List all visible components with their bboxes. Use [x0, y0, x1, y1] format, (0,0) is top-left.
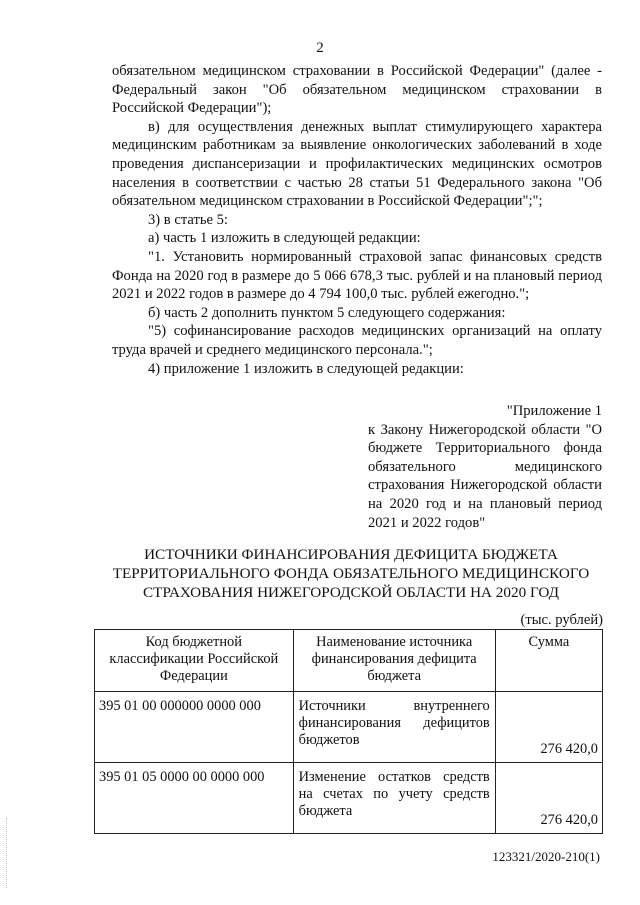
table-header-row [95, 630, 603, 692]
cell-code: 395 01 00 000000 0000 000 [95, 692, 294, 763]
paragraph: обязательном медицинском страховании в Российской Федерации" (далее - Федеральный закон "Об обязательном медицинском страховании в Российской Федерации"); [112, 63, 602, 117]
cell-code: 395 01 05 0000 00 0000 000 [95, 763, 294, 834]
paragraph: б) часть 2 дополнить пунктом 5 следующего содержания: [148, 304, 506, 321]
cell-sum: 276 420,0 [495, 692, 602, 763]
cell-name: Источники внутреннего финансирования дефицитов бюджетов [293, 692, 495, 763]
appendix-title: "Приложение 1 [506, 403, 602, 419]
document-code: 123321/2020-210(1) [492, 849, 600, 864]
header-sum: Сумма [495, 630, 602, 692]
units-label: (тыс. рублей) [520, 612, 603, 628]
paragraph: "1. Установить нормированный страховой запас финансовых средств Фонда на 2020 год в размере до 5 066 678,3 тыс. рублей и на плановый период 2021 и 2022 годов в размере до 4 794 100,0 тыс. рублей ежегодно."; [112, 248, 602, 303]
header-code: Код бюджетной классификации Российской Федерации [95, 630, 294, 692]
scan-margin-mark [6, 818, 8, 888]
financing-sources-table [94, 629, 603, 834]
body-text [112, 62, 602, 378]
table-row [95, 763, 603, 834]
cell-sum: 276 420,0 [495, 763, 602, 834]
paragraph: "5) софинансирование расходов медицинских организаций на оплату труда врачей и среднего медицинского персонала."; [112, 323, 602, 358]
paragraph: 4) приложение 1 изложить в следующей редакции: [148, 360, 464, 377]
header-name: Наименование источника финансирования дефицита бюджета [293, 630, 495, 692]
appendix-text: к Закону Нижегородской области "О бюджете Территориального фонда обязательного медицинского страхования Нижегородской области на 2020 год и на плановый период 2021 и 2022 годов" [368, 421, 602, 531]
paragraph: а) часть 1 изложить в следующей редакции: [148, 230, 421, 247]
table-row [95, 692, 603, 763]
paragraph: в) для осуществления денежных выплат стимулирующего характера медицинским работникам за выявление онкологических заболеваний в ходе проведения диспансеризации и профилактических медицинских осмотров населения в соответствии с частью 28 статьи 51 Федерального закона "Об обязательном медицинском страховании в Российской Федерации";"; [112, 118, 602, 210]
paragraph: 3) в статье 5: [148, 211, 228, 228]
cell-name: Изменение остатков средств на счетах по учету средств бюджета [293, 763, 495, 834]
document-heading: ИСТОЧНИКИ ФИНАНСИРОВАНИЯ ДЕФИЦИТА БЮДЖЕТА ТЕРРИТОРИАЛЬНОГО ФОНДА ОБЯЗАТЕЛЬНОГО МЕДИЦИНСКОГО СТРАХОВАНИЯ НИЖЕГОРОДСКОЙ ОБЛАСТИ НА 2020 ГОД [112, 546, 590, 601]
page-number: 2 [316, 40, 324, 56]
appendix-reference [368, 402, 602, 532]
